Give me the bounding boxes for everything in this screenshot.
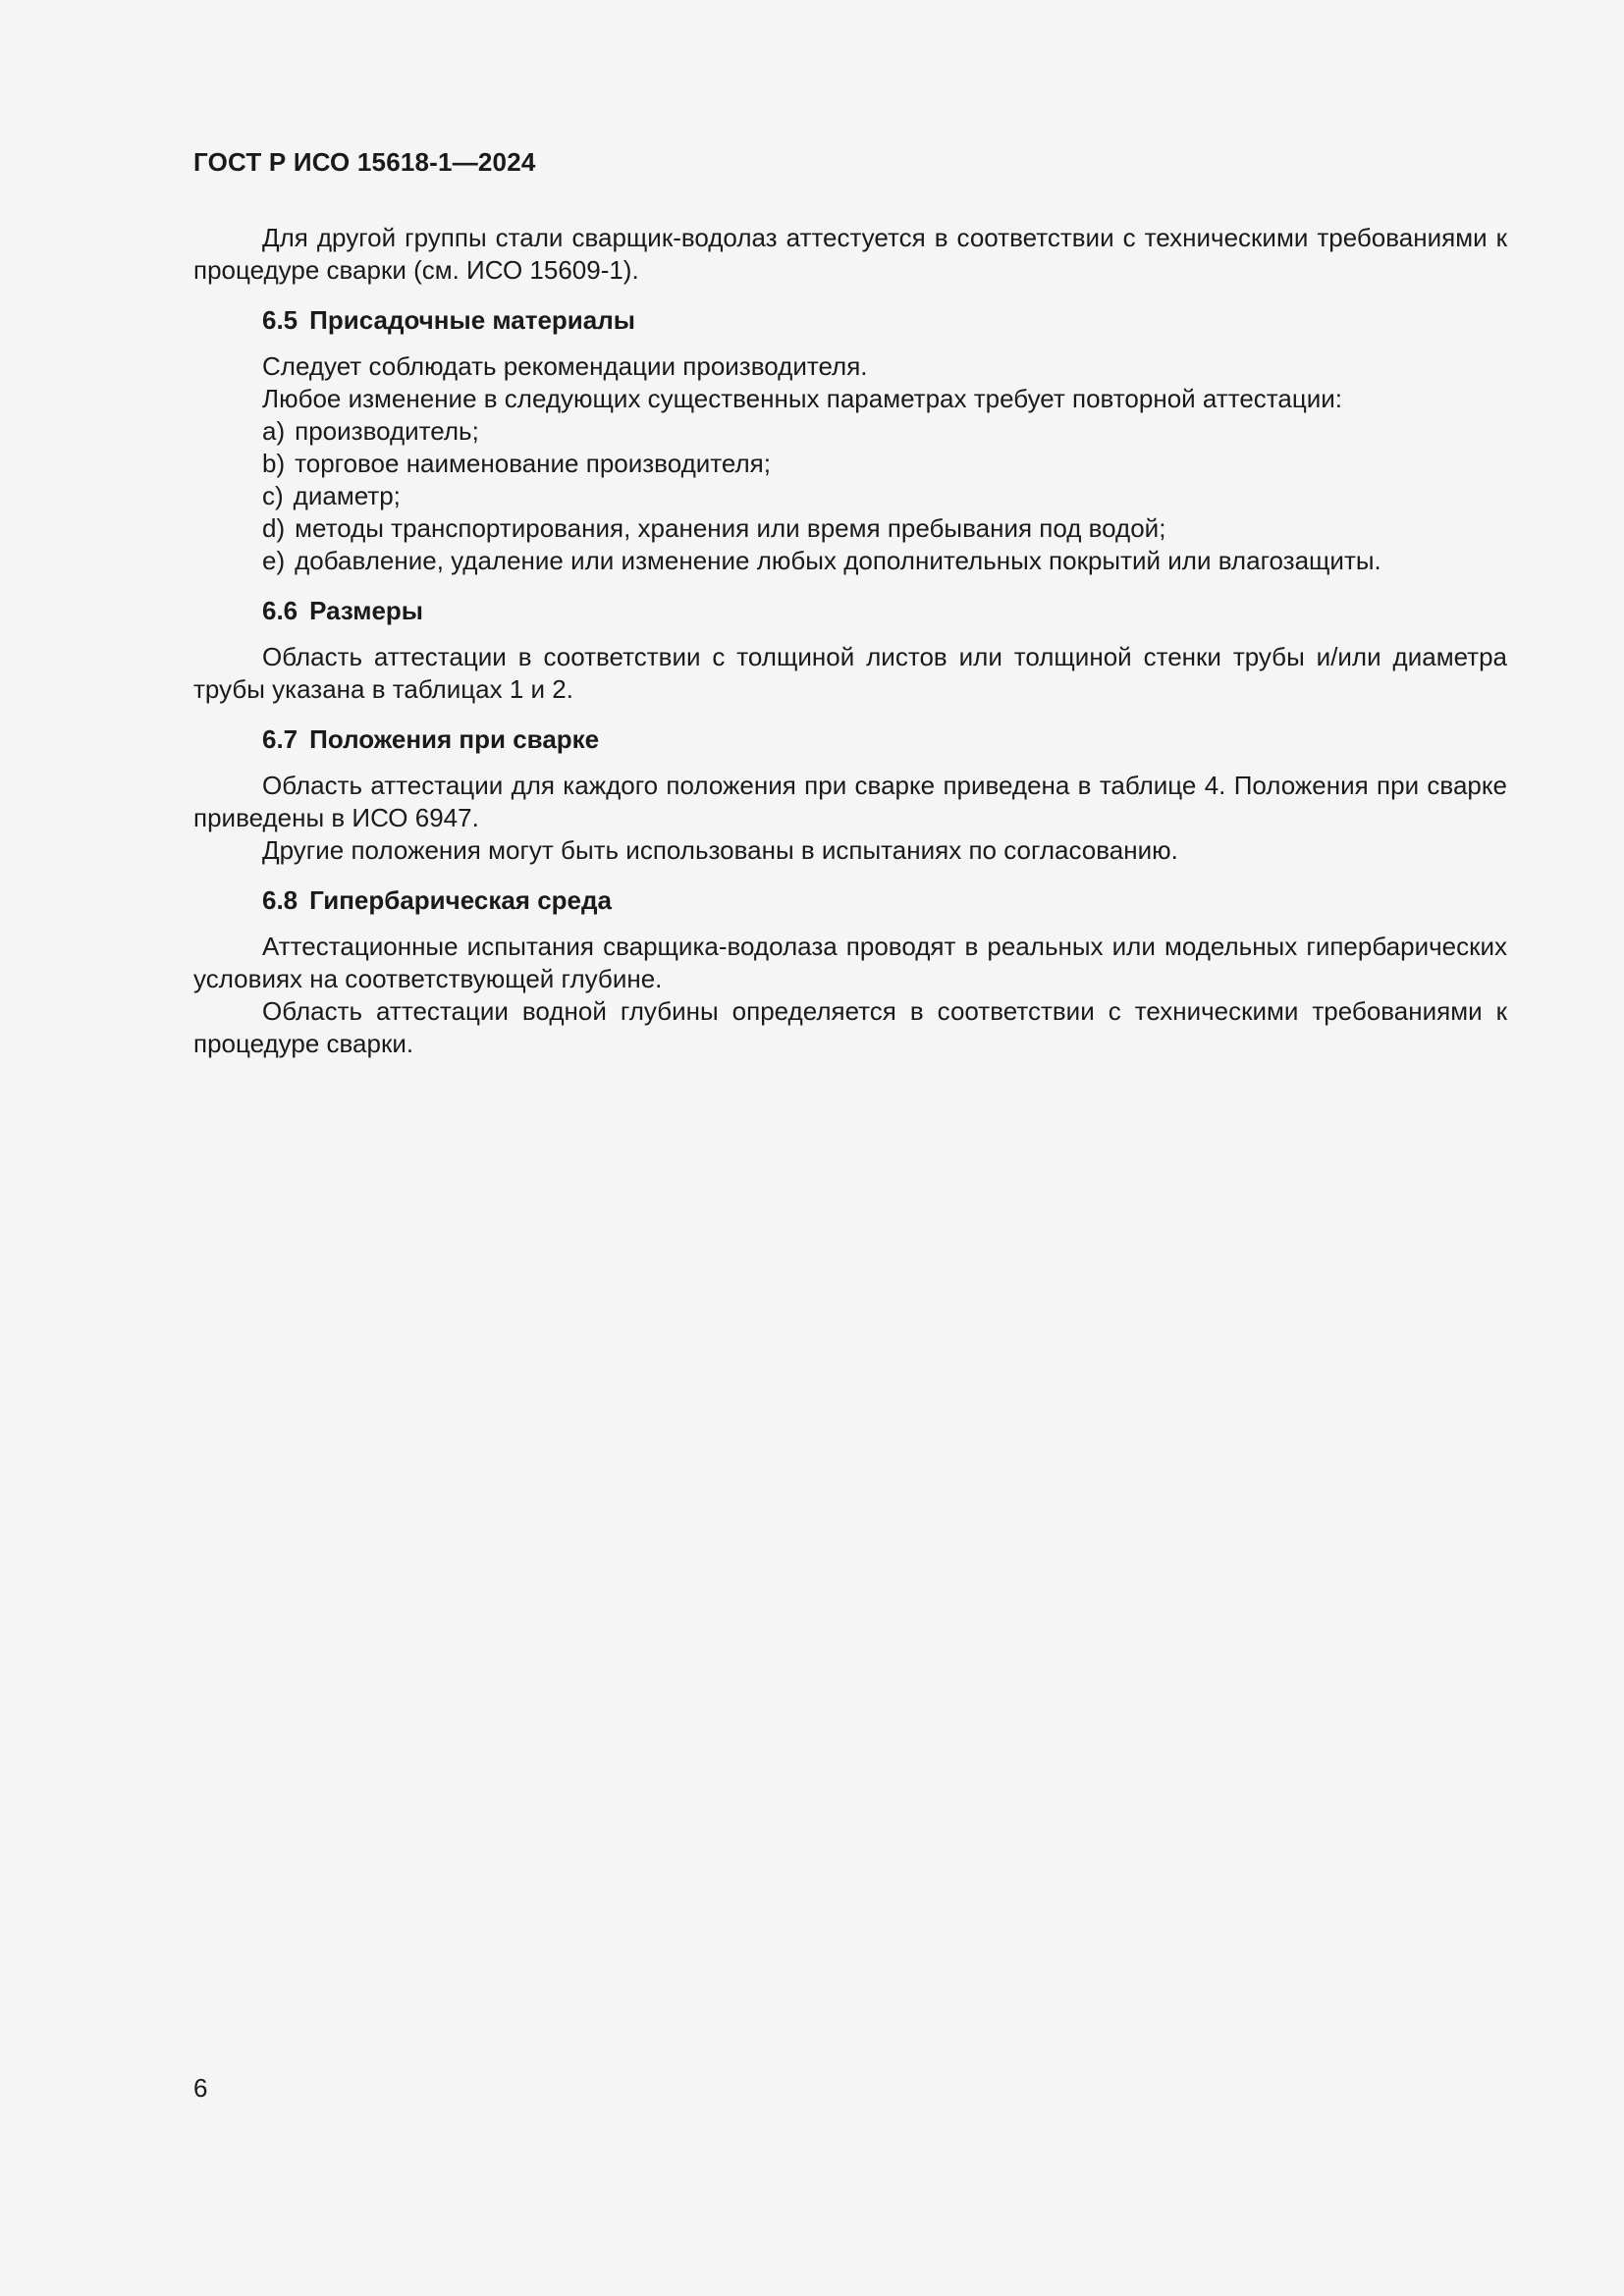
section-6-6-paragraph-1: Область аттестации в соответствии с толщиной листов или толщиной стенки трубы и/или диаметра трубы указана в таблицах 1 и 2.: [193, 642, 1507, 704]
section-6-5-line-1: Следует соблюдать рекомендации производителя.: [262, 351, 868, 381]
section-number: 6.8: [262, 885, 298, 915]
section-6-8-paragraph-2: Область аттестации водной глубины определяется в соответствии с техническими требованиями к процедуре сварки.: [193, 996, 1507, 1058]
list-item-c: [193, 480, 1507, 512]
list-item-text: производитель;: [295, 416, 479, 446]
list-item-a: [193, 415, 1507, 448]
section-title: Присадочные материалы: [309, 305, 635, 335]
section-title: Гипербарическая среда: [309, 885, 612, 915]
list-item-d: [193, 512, 1507, 545]
page-number: 6: [193, 2073, 208, 2103]
intro-paragraph: Для другой группы стали сварщик-водолаз аттестуется в соответствии с техническими требованиями к процедуре сварки (см. ИСО 15609-1).: [193, 223, 1507, 285]
list-item-e: [193, 545, 1507, 577]
list-item-b: [193, 448, 1507, 480]
list-marker: d): [262, 513, 286, 543]
section-6-8-paragraph-1: Аттестационные испытания сварщика-водолаза проводят в реальных или модельных гипербарических условиях на соответствующей глубине.: [193, 932, 1507, 993]
list-item-text: диаметр;: [293, 481, 401, 510]
section-6-7-paragraph-2: Другие положения могут быть использованы в испытаниях по согласованию.: [262, 835, 1178, 865]
section-title: Размеры: [309, 596, 423, 625]
document-code-header: ГОСТ Р ИСО 15618-1—2024: [193, 147, 536, 177]
list-marker: b): [262, 449, 286, 478]
section-6-8-heading: [193, 884, 1507, 917]
list-item-text: добавление, удаление или изменение любых дополнительных покрытий или влагозащиты.: [295, 546, 1381, 575]
section-6-5-line-2: Любое изменение в следующих существенных параметрах требует повторной аттестации:: [262, 384, 1343, 413]
list-item-text: методы транспортирования, хранения или время пребывания под водой;: [295, 513, 1166, 543]
section-number: 6.5: [262, 305, 298, 335]
section-number: 6.6: [262, 596, 298, 625]
list-marker: e): [262, 546, 286, 575]
section-title: Положения при сварке: [309, 724, 600, 754]
page-content: [193, 222, 1507, 1060]
section-6-5-heading: [193, 304, 1507, 337]
section-6-7-heading: [193, 723, 1507, 756]
list-item-text: торговое наименование производителя;: [295, 449, 771, 478]
list-marker: c): [262, 481, 284, 510]
section-number: 6.7: [262, 724, 298, 754]
list-marker: a): [262, 416, 286, 446]
section-6-6-heading: [193, 595, 1507, 627]
section-6-7-paragraph-1: Область аттестации для каждого положения при сварке приведена в таблице 4. Положения при сварке приведены в ИСО 6947.: [193, 771, 1507, 832]
